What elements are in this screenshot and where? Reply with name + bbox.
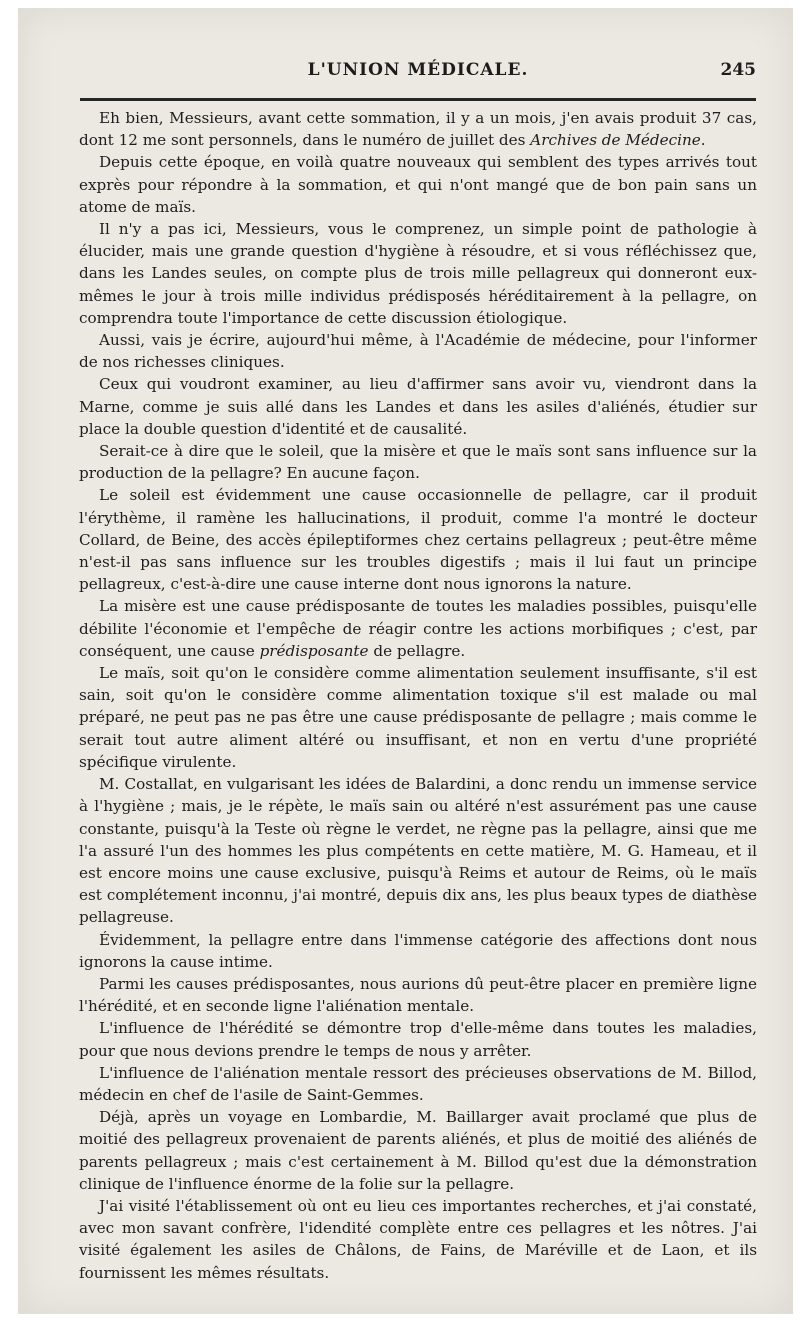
paragraph: Parmi les causes prédisposantes, nous aurions dû peut-être placer en première ligne l'hérédité, et en seconde ligne l'aliénation mentale. — [79, 974, 757, 1016]
header-rule — [80, 98, 756, 101]
paragraph: M. Costallat, en vulgarisant les idées de Balardini, a donc rendu un immense service à l'hygiène ; mais, je le répète, le maïs sain ou altéré n'est assurément pas une cause constante, puisqu'à la Teste où règne le verdet, ne règne pas la pellagre, ainsi que me l'a assuré l'un des hommes les plus compétents en cette matière, M. G. Hameau, et il est encore moins une cause exclusive, puisqu'à Reims et autour de Reims, où le maïs est complétement inconnu, j'ai montré, depuis dix ans, les plus beaux types de diathèse pellagreuse. — [79, 775, 757, 927]
paragraph: Il n'y a pas ici, Messieurs, vous le comprenez, un simple point de pathologie à élucider, mais une grande question d'hygiène à résoudre, et si vous réfléchissez que, dans les Landes seules, on compte plus de trois mille pellagreux qui donneront eux-mêmes le jour à trois mille individus prédisposés héréditairement à la pellagre, on comprendra toute l'importance de cette discussion étiologique. — [79, 220, 757, 327]
paragraph: Depuis cette époque, en voilà quatre nouveaux qui semblent des types arrivés tout exprès pour répondre à la sommation, et qui n'ont mangé que de bon pain sans un atome de maïs. — [79, 153, 757, 216]
paragraph: Le soleil est évidemment une cause occasionnelle de pellagre, car il produit l'érythème, il ramène les hallucinations, il produit, comme l'a montré le docteur Collard, de Beine, des accès épileptiformes chez certains pellagreux ; peut-être même n'est-il pas sans influence sur les troubles digestifs ; mais il lui faut un principe pellagreux, c'est-à-dire une cause interne dont nous ignorons la nature. — [79, 486, 757, 594]
paragraph: Le maïs, soit qu'on le considère comme alimentation seulement insuffisante, s'il est sain, soit qu'on le considère comme alimentation toxique s'il est malade ou mal préparé, ne peut pas ne pas être une cause prédisposante de pellagre ; mais comme le serait tout autre aliment altéré ou insuffisant, et non en vertu d'une propriété spécifique virulente. — [79, 664, 757, 771]
paragraph: Ceux qui voudront examiner, au lieu d'affirmer sans avoir vu, viendront dans la Marne, comme je suis allé dans les Landes et dans les asiles d'aliénés, étudier sur place la double question d'identité et de causalité. — [79, 375, 757, 438]
paragraph: J'ai visité l'établissement où ont eu lieu ces importantes recherches, et j'ai constaté, avec mon savant confrère, l'idendité complète entre ces pellagres et les nôtres. J'ai visité également les asiles de Châlons, de Fains, de Maréville et de Laon, et ils fournissent les mêmes résultats. — [79, 1196, 757, 1282]
journal-title: Archives de Médecine — [530, 131, 701, 150]
paragraph: Eh bien, Messieurs, avant cette sommation, il y a un mois, j'en avais produit 37 cas, dont 12 me sont personnels, dans le numéro de juillet des Archives de Médecine. — [79, 109, 757, 150]
paragraph: Aussi, vais je écrire, aujourd'hui même, à l'Académie de médecine, pour l'informer de nos richesses cliniques. — [79, 331, 757, 372]
paragraph: L'influence de l'aliénation mentale ressort des précieuses observations de M. Billod, médecin en chef de l'asile de Saint-Gemmes. — [79, 1063, 757, 1104]
running-title: L'UNION MÉDICALE. — [307, 60, 529, 80]
paragraph: La misère est une cause prédisposante de toutes les maladies possibles, puisqu'elle débilite l'économie et l'empêche de réagir contre les actions morbifiques ; c'est, par conséquent, une cause prédisposante de pellagre. — [79, 597, 757, 660]
emphasis: prédisposante — [259, 641, 369, 660]
paragraph: Évidemment, la pellagre entre dans l'immense catégorie des affections dont nous ignorons la cause intime. — [79, 930, 757, 971]
paragraph: Déjà, après un voyage en Lombardie, M. Baillarger avait proclamé que plus de moitié des pellagreux provenaient de parents aliénés, et plus de moitié des aliénés de parents pellagreux ; mais c'est certainement à M. Billod qu'est due la démonstration clinique de l'influence énorme de la folie sur la pellagre. — [79, 1108, 757, 1193]
article-body — [79, 107, 757, 1284]
paragraph: Serait-ce à dire que le soleil, que la misère et que le maïs sont sans influence sur la production de la pellagre? En aucune façon. — [79, 442, 757, 483]
paragraph: L'influence de l'hérédité se démontre trop d'elle-même dans toutes les maladies, pour que nous devions prendre le temps de nous y arrêter. — [79, 1019, 757, 1060]
page-header — [80, 60, 756, 88]
page-number: 245 — [720, 60, 756, 80]
